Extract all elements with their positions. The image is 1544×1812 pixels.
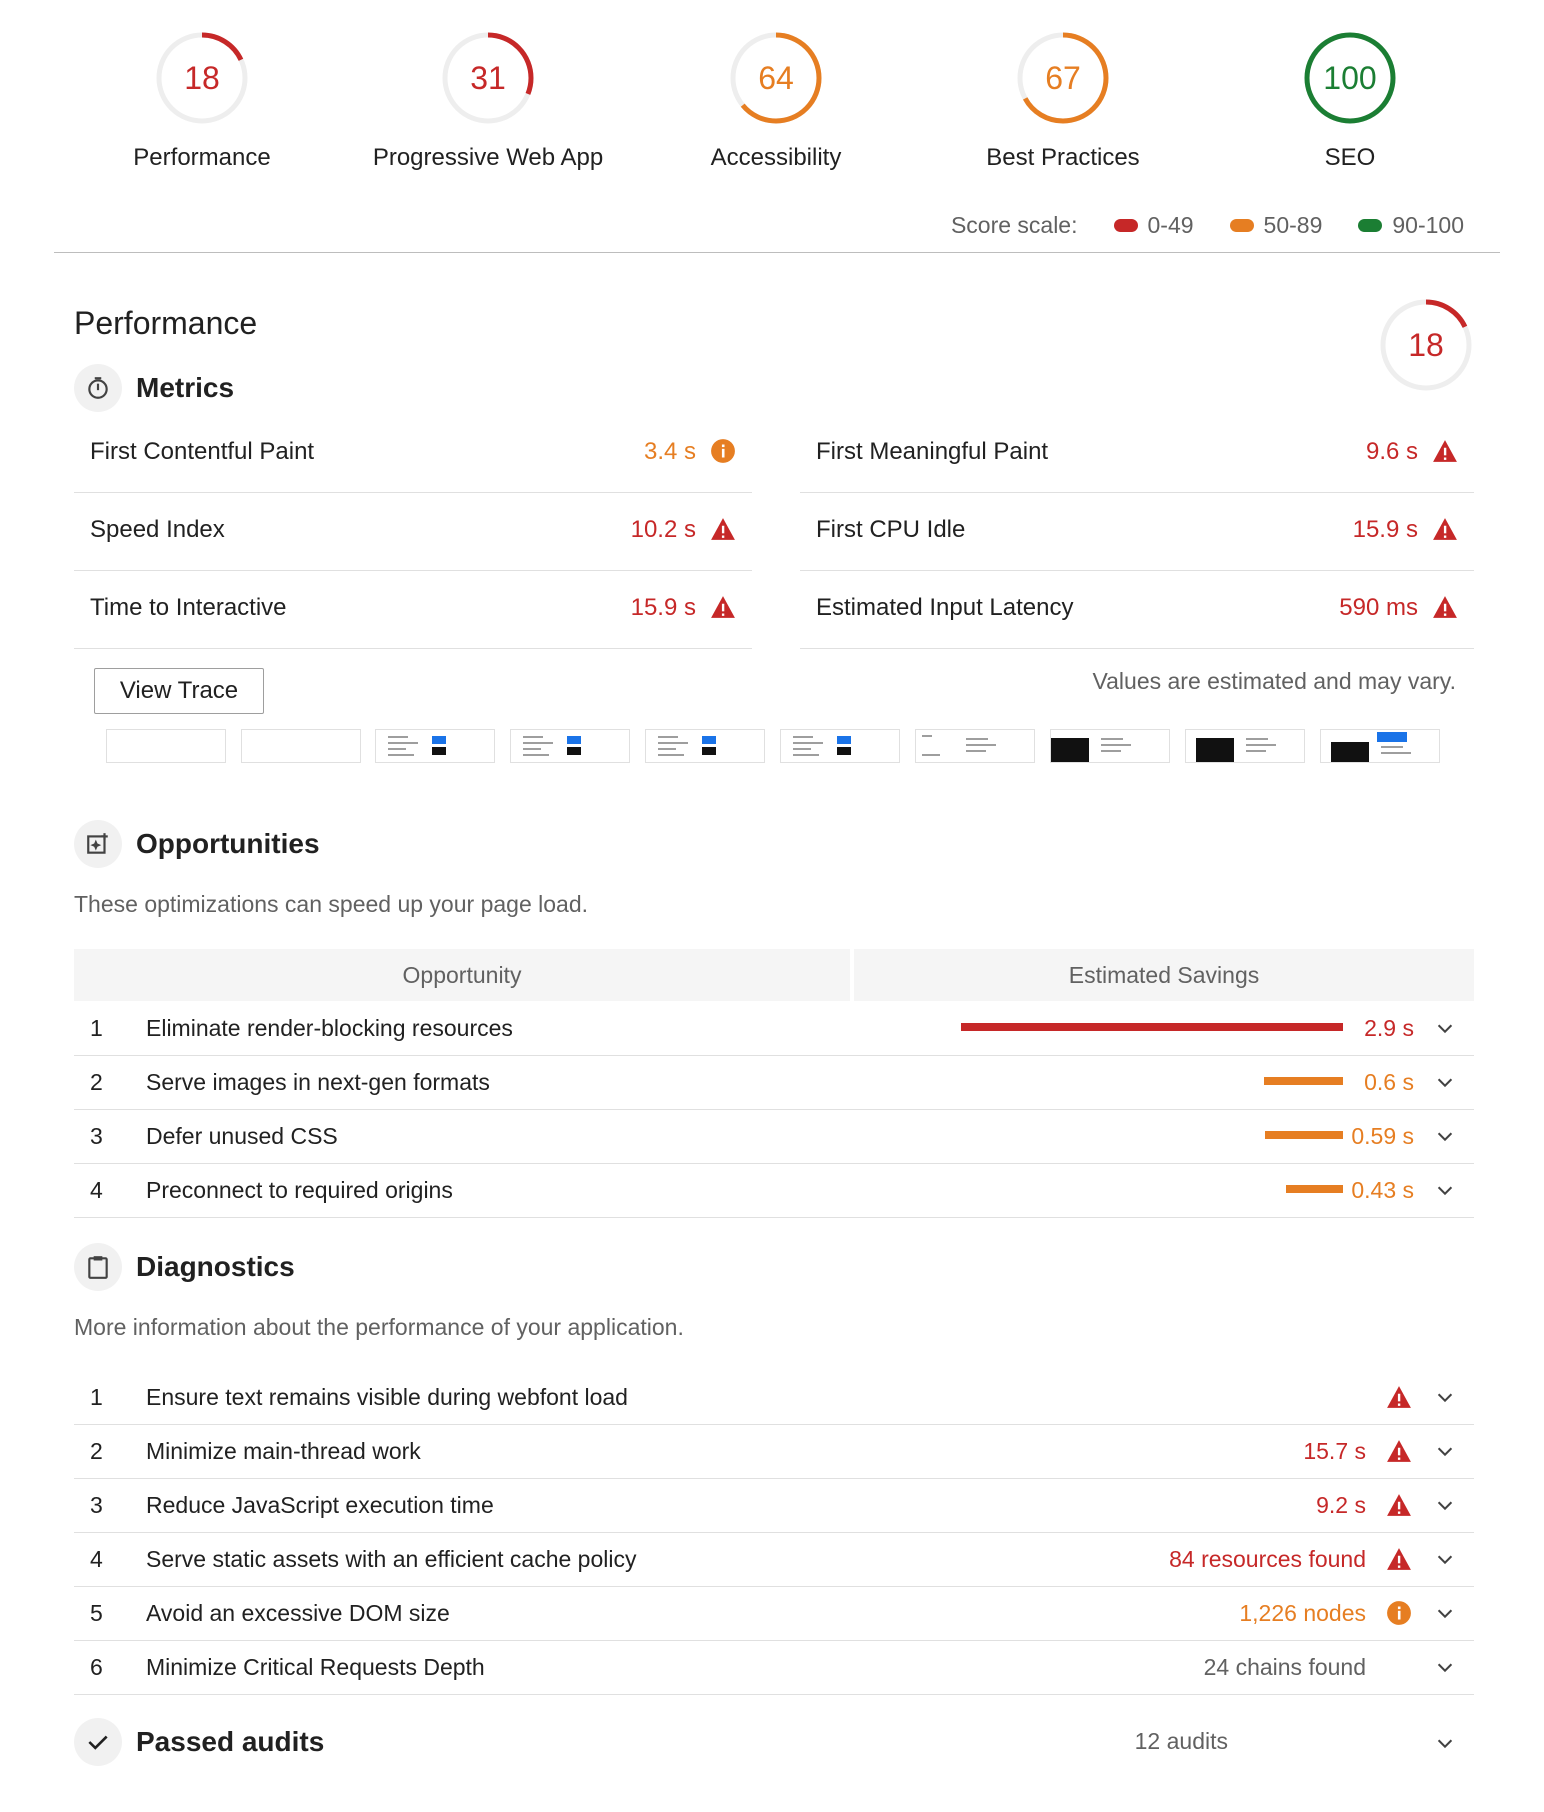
gauge-ring <box>728 30 824 126</box>
metric-value: 15.9 s <box>1352 516 1418 543</box>
gauge-label: Performance <box>133 144 271 171</box>
row-index: 4 <box>90 1177 103 1203</box>
savings-value: 2.9 s <box>1364 1015 1414 1041</box>
filmstrip-frame <box>915 729 1035 763</box>
row-title: Serve static assets with an efficient cache policy <box>146 1546 637 1572</box>
gauge-ring <box>1015 30 1111 126</box>
metric-time-to-interactive <box>74 570 752 649</box>
filmstrip-frame <box>1050 729 1170 763</box>
score-scale-fail <box>1114 212 1194 239</box>
chevron-down-icon[interactable] <box>1434 1548 1456 1570</box>
score-scale-legend <box>951 212 1464 239</box>
row-title: Minimize main-thread work <box>146 1438 421 1464</box>
row-index: 3 <box>90 1492 103 1518</box>
diagnostics-header <box>74 1243 295 1291</box>
checkmark-icon <box>74 1718 122 1766</box>
row-index: 2 <box>90 1438 103 1464</box>
pass-pill-icon <box>1358 219 1382 232</box>
diagnostic-row[interactable] <box>74 1478 1474 1533</box>
gauge-label: Best Practices <box>986 144 1140 171</box>
svg-text:100: 100 <box>1323 60 1377 96</box>
metric-value: 10.2 s <box>630 516 696 543</box>
chevron-down-icon[interactable] <box>1434 1602 1456 1624</box>
filmstrip-frame <box>1320 729 1440 763</box>
metric-value: 9.6 s <box>1365 438 1418 465</box>
column-header-estimated-savings: Estimated Savings <box>854 949 1474 1001</box>
opportunity-row[interactable] <box>74 1109 1474 1164</box>
chevron-down-icon[interactable] <box>1434 1440 1456 1462</box>
filmstrip-frame <box>375 729 495 763</box>
diagnostics-description: More information about the performance of your application. <box>74 1314 684 1340</box>
column-header-opportunity: Opportunity <box>74 949 850 1001</box>
row-title: Reduce JavaScript execution time <box>146 1492 494 1518</box>
estimate-note: Values are estimated and may vary. <box>1092 668 1456 694</box>
row-title: Minimize Critical Requests Depth <box>146 1654 485 1680</box>
diagnostic-row[interactable] <box>74 1424 1474 1479</box>
performance-score-value: 18 <box>1408 327 1444 363</box>
metric-first-meaningful-paint <box>800 414 1474 493</box>
warning-icon <box>1432 594 1458 620</box>
row-title: Preconnect to required origins <box>146 1177 453 1203</box>
metric-value: 15.9 s <box>630 594 696 621</box>
stopwatch-icon <box>74 364 122 412</box>
metric-name: First Contentful Paint <box>90 438 315 465</box>
metrics-title: Metrics <box>136 372 235 403</box>
savings-value: 0.6 s <box>1364 1069 1414 1095</box>
row-index: 2 <box>90 1069 103 1095</box>
metric-first-contentful-paint <box>74 414 752 493</box>
chevron-down-icon[interactable] <box>1434 1017 1456 1039</box>
warning-icon <box>1386 1492 1412 1518</box>
row-index: 6 <box>90 1654 103 1680</box>
diagnostic-value: 15.7 s <box>1303 1438 1366 1464</box>
score-scale-average-range: 50-89 <box>1263 212 1323 238</box>
gauge-seo[interactable] <box>1200 30 1500 172</box>
chevron-down-icon[interactable] <box>1434 1125 1456 1147</box>
row-title: Serve images in next-gen formats <box>146 1069 490 1095</box>
passed-audits-count: 12 audits <box>1134 1728 1228 1754</box>
view-trace-button[interactable]: View Trace <box>94 668 264 714</box>
opportunity-icon <box>74 820 122 868</box>
opportunity-row[interactable] <box>74 1001 1474 1056</box>
gauge-pwa[interactable] <box>338 30 638 172</box>
chevron-down-icon[interactable] <box>1434 1494 1456 1516</box>
svg-text:31: 31 <box>470 60 506 96</box>
filmstrip-frame <box>510 729 630 763</box>
opportunities-header <box>74 820 320 868</box>
warning-icon <box>1432 516 1458 542</box>
diagnostic-row[interactable] <box>74 1586 1474 1641</box>
warning-icon <box>1386 1546 1412 1572</box>
savings-bar <box>961 1023 1343 1031</box>
diagnostic-value: 24 chains found <box>1203 1654 1366 1680</box>
row-index: 5 <box>90 1600 103 1626</box>
performance-score-gauge <box>1378 297 1474 393</box>
gauge-best-practices[interactable] <box>913 30 1213 172</box>
metric-speed-index <box>74 492 752 571</box>
info-icon <box>1386 1600 1412 1626</box>
diagnostic-row[interactable] <box>74 1640 1474 1695</box>
diagnostic-value: 1,226 nodes <box>1239 1600 1366 1626</box>
savings-bar <box>1264 1077 1343 1085</box>
row-index: 3 <box>90 1123 103 1149</box>
row-title: Defer unused CSS <box>146 1123 338 1149</box>
warning-icon <box>710 594 736 620</box>
row-title: Ensure text remains visible during webfont load <box>146 1384 628 1410</box>
savings-value: 0.59 s <box>1351 1123 1414 1149</box>
average-pill-icon <box>1230 219 1254 232</box>
score-scale-average <box>1230 212 1323 239</box>
opportunity-row[interactable] <box>74 1163 1474 1218</box>
filmstrip-frame <box>645 729 765 763</box>
chevron-down-icon[interactable] <box>1434 1656 1456 1678</box>
metric-name: Estimated Input Latency <box>816 594 1074 621</box>
gauge-ring <box>440 30 536 126</box>
score-scale-fail-range: 0-49 <box>1147 212 1194 238</box>
gauge-label: Accessibility <box>710 144 842 171</box>
savings-bar <box>1265 1131 1343 1139</box>
score-scale-pass-range: 90-100 <box>1392 212 1464 238</box>
chevron-down-icon[interactable] <box>1434 1386 1456 1408</box>
score-scale-pass <box>1358 212 1464 239</box>
score-scale-label: Score scale: <box>950 212 1078 238</box>
metrics-header <box>74 364 234 412</box>
info-icon <box>710 438 736 464</box>
opportunities-table-header <box>74 949 1474 1001</box>
warning-icon <box>710 516 736 542</box>
diagnostics-title: Diagnostics <box>136 1251 295 1282</box>
metric-value: 590 ms <box>1339 594 1418 621</box>
gauge-performance[interactable] <box>52 30 352 172</box>
gauge-ring <box>154 30 250 126</box>
gauge-ring <box>1302 30 1398 126</box>
metric-name: Speed Index <box>90 516 225 543</box>
diagnostic-value: 84 resources found <box>1169 1546 1366 1572</box>
opportunities-description: These optimizations can speed up your page load. <box>74 891 588 917</box>
filmstrip-frame <box>780 729 900 763</box>
metric-name: First Meaningful Paint <box>816 438 1049 465</box>
diagnostic-value: 9.2 s <box>1316 1492 1366 1518</box>
metric-name: First CPU Idle <box>816 516 966 543</box>
savings-value: 0.43 s <box>1351 1177 1414 1203</box>
diagnostic-row[interactable] <box>74 1532 1474 1587</box>
svg-text:18: 18 <box>184 60 220 96</box>
warning-icon <box>1432 438 1458 464</box>
category-gauges <box>0 30 1544 190</box>
performance-title: Performance <box>74 305 258 341</box>
row-title: Avoid an excessive DOM size <box>146 1600 450 1626</box>
diagnostic-row[interactable] <box>74 1370 1474 1425</box>
clipboard-icon <box>74 1243 122 1291</box>
passed-audits-header[interactable] <box>74 1718 324 1766</box>
svg-text:64: 64 <box>758 60 794 96</box>
metric-name: Time to Interactive <box>90 594 287 621</box>
row-index: 1 <box>90 1015 103 1041</box>
gauge-accessibility[interactable] <box>626 30 926 172</box>
metric-estimated-input-latency <box>800 570 1474 649</box>
metric-first-cpu-idle <box>800 492 1474 571</box>
opportunities-title: Opportunities <box>136 828 320 859</box>
filmstrip-frame <box>106 729 226 763</box>
opportunity-row[interactable] <box>74 1055 1474 1110</box>
row-title: Eliminate render-blocking resources <box>146 1015 513 1041</box>
savings-bar <box>1286 1185 1343 1193</box>
passed-audits-title: Passed audits <box>136 1726 325 1757</box>
warning-icon <box>1386 1384 1412 1410</box>
warning-icon <box>1386 1438 1412 1464</box>
divider <box>54 252 1500 253</box>
chevron-down-icon[interactable] <box>1434 1732 1456 1754</box>
filmstrip-frame <box>1185 729 1305 763</box>
fail-pill-icon <box>1114 219 1138 232</box>
chevron-down-icon[interactable] <box>1434 1179 1456 1201</box>
gauge-label: SEO <box>1324 144 1376 171</box>
gauge-label: Progressive Web App <box>372 144 604 171</box>
svg-text:67: 67 <box>1045 60 1081 96</box>
filmstrip-frame <box>241 729 361 763</box>
row-index: 4 <box>90 1546 103 1572</box>
chevron-down-icon[interactable] <box>1434 1071 1456 1093</box>
metric-value: 3.4 s <box>643 438 696 465</box>
row-index: 1 <box>90 1384 103 1410</box>
